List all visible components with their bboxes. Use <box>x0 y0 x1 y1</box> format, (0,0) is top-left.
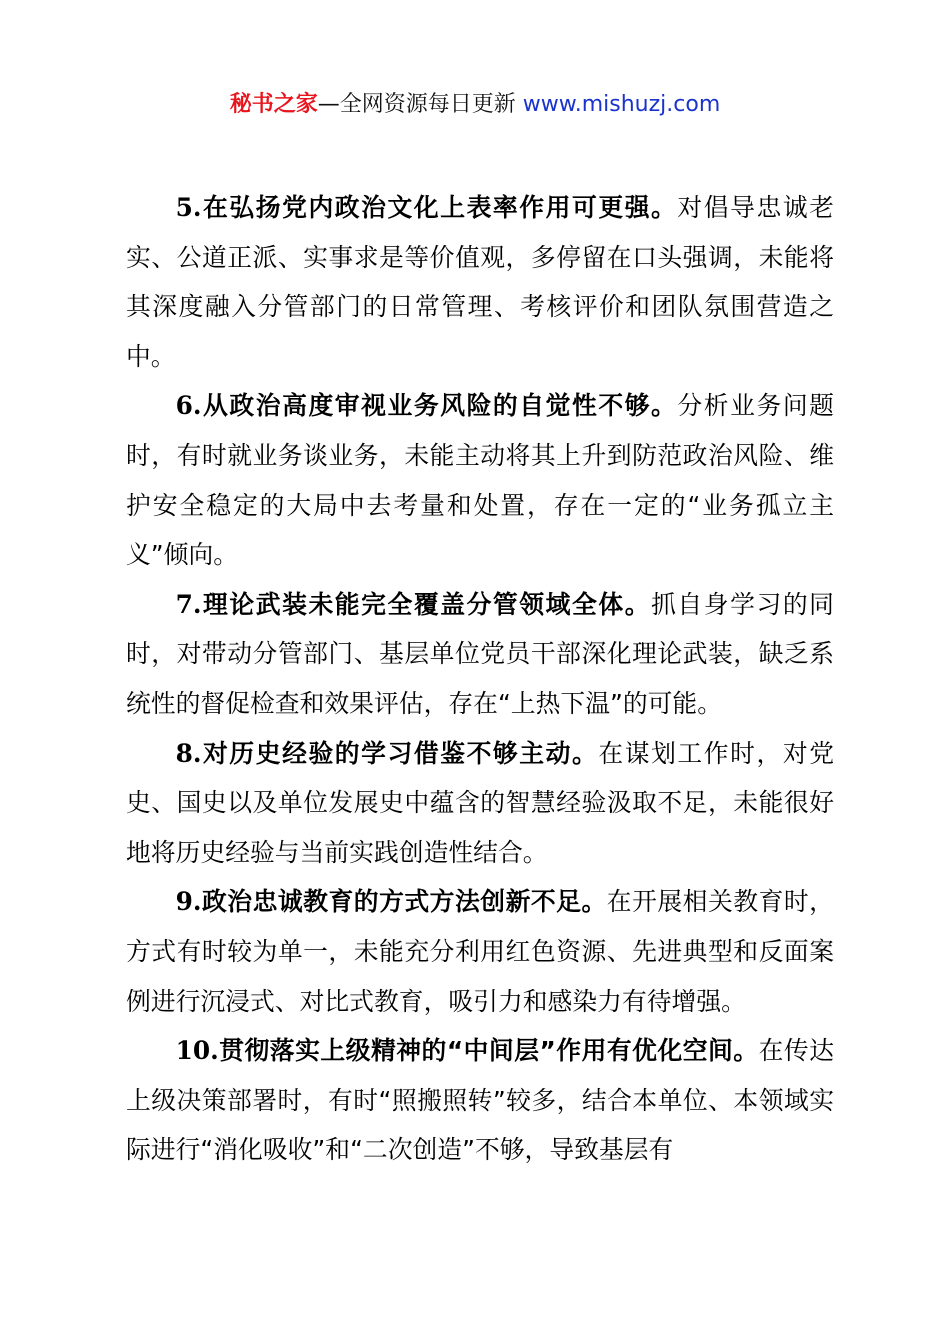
document-body <box>126 183 834 1175</box>
item-number: 7. <box>175 589 202 619</box>
paragraph-7 <box>126 580 834 729</box>
item-heading: 理论武装未能完全覆盖分管领域全体。 <box>201 589 652 619</box>
item-number: 8. <box>175 738 202 768</box>
paragraph-8 <box>126 729 834 878</box>
item-text: 抓自身学习的同时，对带动分管部门、基层单位党员干部深化理论武装，缺乏系统性的督促检查和效果评估，存在“上热下温”的可能。 <box>126 589 834 718</box>
header-tagline: —全网资源每日更新 <box>317 92 523 117</box>
item-text: 对倡导忠诚老实、公道正派、实事求是等价值观，多停留在口头强调，未能将其深度融入分管部门的日常管理、考核评价和团队氛围营造之中。 <box>126 193 834 371</box>
item-heading: 贯彻落实上级精神的“中间层”作用有优化空间。 <box>218 1036 759 1066</box>
paragraph-9 <box>126 877 834 1026</box>
paragraph-5 <box>126 183 834 381</box>
item-heading: 从政治高度审视业务风险的自觉性不够。 <box>201 391 678 421</box>
item-heading: 在弘扬党内政治文化上表率作用可更强。 <box>201 193 678 222</box>
item-number: 6. <box>175 391 202 421</box>
item-number: 10. <box>175 1036 219 1066</box>
item-text: 在开展相关教育时，方式有时较为单一，未能充分利用红色资源、先进典型和反面案例进行沉浸式、对比式教育，吸引力和感染力有待增强。 <box>126 887 834 1016</box>
item-text: 在谋划工作时，对党史、国史以及单位发展史中蕴含的智慧经验汲取不足，未能很好地将历史经验与当前实践创造性结合。 <box>126 738 834 867</box>
item-heading: 对历史经验的学习借鉴不够主动。 <box>201 738 599 768</box>
item-number: 9. <box>175 887 202 917</box>
paragraph-6 <box>126 381 834 579</box>
website-link[interactable]: www.mishuzj.com <box>522 92 721 117</box>
item-number: 5. <box>175 193 202 222</box>
page-header <box>0 88 950 122</box>
paragraph-10 <box>126 1026 834 1175</box>
item-text: 在传达上级决策部署时，有时“照搬照转”较多，结合本单位、本领域实际进行“消化吸收”和“二次创造”不够，导致基层有 <box>126 1036 834 1165</box>
brand-name: 秘书之家 <box>229 92 318 117</box>
item-heading: 政治忠诚教育的方式方法创新不足。 <box>201 887 607 917</box>
item-text: 分析业务问题时，有时就业务谈业务，未能主动将其上升到防范政治风险、维护安全稳定的大局中去考量和处置，存在一定的“业务孤立主义”倾向。 <box>126 391 834 570</box>
